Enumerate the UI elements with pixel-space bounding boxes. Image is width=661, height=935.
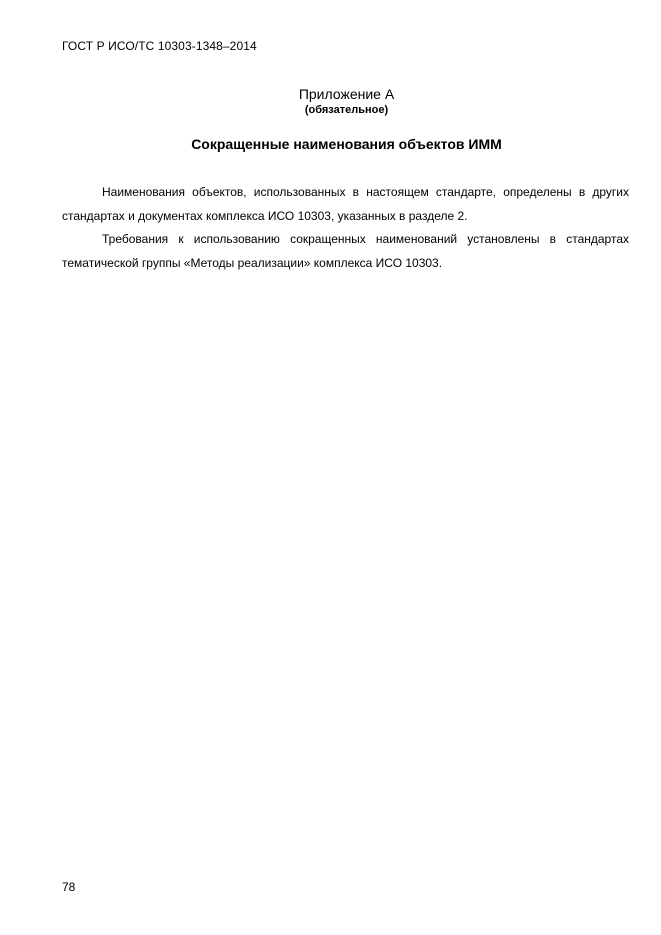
- document-header: ГОСТ Р ИСО/ТС 10303-1348–2014: [62, 39, 257, 53]
- paragraph: Наименования объектов, использованных в настоящем стандарте, определены в других стандартах и документах комплекса ИСО 10303, указанных в разделе 2.: [62, 185, 629, 223]
- appendix-title: Приложение А: [298, 86, 395, 102]
- paragraph: Требования к использованию сокращенных наименований установлены в стандартах тематической группы «Методы реализации» комплекса ИСО 10303.: [62, 232, 629, 270]
- page-number: 78: [62, 880, 76, 894]
- appendix-status: (обязательное): [304, 104, 389, 116]
- section-title: Сокращенные наименования объектов ИММ: [191, 136, 502, 152]
- body-text: [62, 181, 629, 275]
